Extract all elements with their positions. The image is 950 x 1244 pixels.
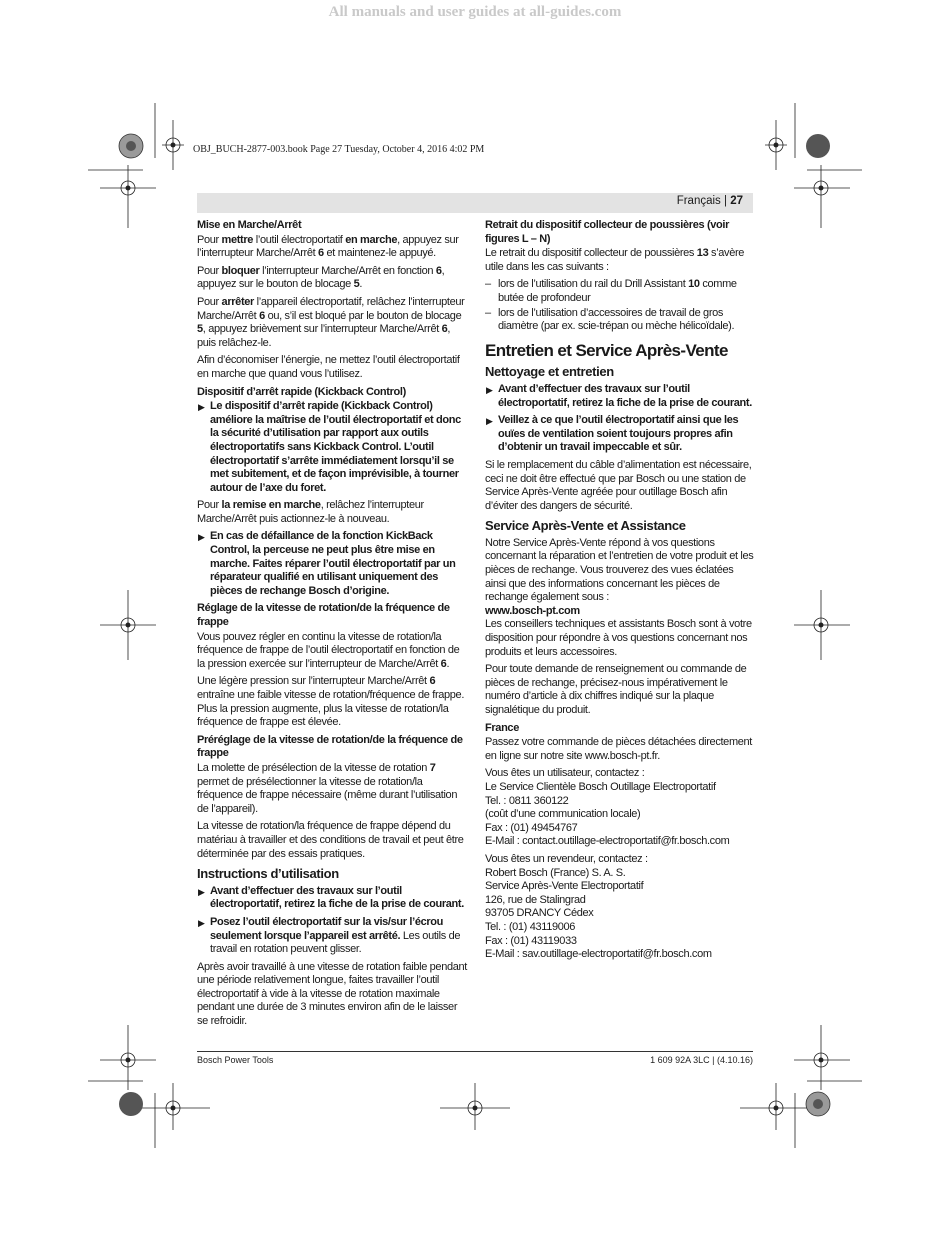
warning-triangle-icon: ▶ — [198, 402, 205, 413]
warning-item: ▶ Veillez à ce que l’outil électroportatif ainsi que les ouïes de ventilation soient toujours propres afin d’obtenir un travail impeccable et sûr. — [486, 414, 739, 454]
right-column — [485, 219, 756, 966]
user-contact-block: Vous êtes un utilisateur, contactez : Le Service Clientèle Bosch Outillage Electroportatif Tel. : 0811 360122 (coût d’une communication locale) Fax : (01) 49454767 E-Mail : contact.outillage-electroportatif@fr.bosch.com — [485, 767, 730, 848]
paragraph-preselection-2: La vitesse de rotation/la fréquence de frappe dépend du matériau à travailler et des conditions de travail et peut être déterminée par des essais pratiques. — [197, 820, 464, 860]
warning-triangle-icon: ▶ — [198, 532, 205, 543]
page-header-bar — [197, 193, 753, 213]
list-item: – lors de l’utilisation d’accessoires de travail de gros diamètre (par ex. scie-trépan ou mèche hélicoïdale). — [485, 306, 735, 333]
section-title-service: Service Après-Vente et Assistance — [485, 518, 686, 534]
section-title-dust-removal: Retrait du dispositif collecteur de poussières (voir figures L – N) — [485, 219, 730, 245]
paragraph-france: Passez votre commande de pièces détachées directement en ligne sur notre site www.bosch-pt.fr. — [485, 736, 752, 762]
paragraph-preselection-1: La molette de présélection de la vitesse de rotation 7 permet de présélectionner la vitesse de rotation/la fréquence de frappe nécessaire (même durant l’utilisation de l’appareil). — [197, 761, 458, 815]
paragraph-service-3: Pour toute demande de renseignement ou commande de pièces de rechange, précisez-nous impérativement le numéro d’article à dix chiffres indiqué sur la plaque signalétique du produit. — [485, 663, 747, 716]
paragraph-speed-2: Une légère pression sur l’interrupteur Marche/Arrêt 6 entraîne une faible vitesse de rotation/fréquence de frappe. Plus la pression augmente, plus la vitesse de rotation/la fréquence de frappe est élevée. — [197, 675, 465, 729]
paragraph-lock: Pour bloquer l’interrupteur Marche/Arrêt en fonction 6, appuyez sur le bouton de blocage 5. — [197, 264, 445, 291]
warning-triangle-icon: ▶ — [198, 917, 205, 928]
paragraph-cooling: Après avoir travaillé à une vitesse de rotation faible pendant une période relativement longue, faites travailler l’outil électroportatif à vide à la vitesse de rotation maximale pendant une durée de 3 minutes environ afin de le laisser se refroidir. — [197, 960, 467, 1028]
warning-triangle-icon: ▶ — [486, 416, 493, 427]
section-title-instructions: Instructions d’utilisation — [197, 866, 339, 882]
warning-item: ▶ Avant d’effectuer des travaux sur l’outil électroportatif, retirez la fiche de la prise de courant. — [198, 884, 464, 911]
warning-triangle-icon: ▶ — [486, 384, 493, 395]
paragraph-cable: Si le remplacement du câble d’alimentation est nécessaire, ceci ne doit être effectué que par Bosch ou une station de Service Après-Vente agréée pour outillage Bosch afin d’éviter des dangers de sécurité. — [485, 458, 752, 512]
paragraph-energy: Afin d’économiser l’énergie, ne mettez l’outil électroportatif en marche que quand vous l’utilisez. — [197, 354, 460, 380]
section-title-france: France — [485, 721, 519, 734]
footer-doc-id: 1 609 92A 3LC | (4.10.16) — [650, 1055, 753, 1065]
section-title-cleaning: Nettoyage et entretien — [485, 364, 614, 380]
paragraph-restart: Pour la remise en marche, relâchez l’interrupteur Marche/Arrêt puis actionnez-le à nouveau. — [197, 499, 424, 525]
section-title-on-off: Mise en Marche/Arrêt — [197, 219, 302, 231]
paragraph-service-1: Notre Service Après-Vente répond à vos questions concernant la réparation et l’entretien de votre produit et les pièces de rechange. Vous trouverez des vues éclatées ainsi que des informations concernant les pièces de rechange également sous : — [485, 536, 754, 604]
paragraph-dust-removal: Le retrait du dispositif collecteur de poussières 13 s’avère utile dans les cas suivants : — [485, 247, 745, 273]
warning-item: ▶ En cas de défaillance de la fonction KickBack Control, la perceuse ne peut plus être mise en marche. Faites réparer l’outil électroportatif par un réparateur qualifié en utilisant uniquement des pièces de rechange Bosch d’origine. — [198, 530, 456, 597]
warning-item: ▶ Le dispositif d’arrêt rapide (Kickback Control) améliore la maîtrise de l’outil électroportatif et donc la sécurité d’utilisation par rapport aux outils électroportatifs sans Kickback Control. L’outil électroportatif s’arrête immédiatement lorsqu’il se met subitement, et de façon imprévisible, à tourner autour de l’axe du foret. — [198, 400, 461, 494]
watermark: All manuals and user guides at all-guides.com — [328, 4, 622, 20]
left-column — [197, 219, 467, 1033]
paragraph-switch-on: Pour mettre l’outil électroportatif en marche, appuyez sur l’interrupteur Marche/Arrêt 6 et maintenez-le appuyé. — [197, 233, 459, 260]
section-title-speed: Réglage de la vitesse de rotation/de la fréquence de frappe — [197, 602, 450, 629]
chapter-title-maintenance: Entretien et Service Après-Vente — [485, 340, 728, 360]
warning-triangle-icon: ▶ — [198, 886, 205, 897]
service-url[interactable]: www.bosch-pt.com — [485, 604, 580, 617]
warning-item: ▶ Avant d’effectuer des travaux sur l’outil électroportatif, retirez la fiche de la prise de courant. — [486, 382, 752, 409]
dealer-contact-block: Vous êtes un revendeur, contactez : Robert Bosch (France) S. A. S. Service Après-Vente Electroportatif 126, rue de Stalingrad 93705 DRANCY Cédex Tel. : (01) 43119006 Fax : (01) 43119033 E-Mail : sav.outillage-electroportatif@fr.bosch.com — [485, 852, 712, 961]
paragraph-speed-1: Vous pouvez régler en continu la vitesse de rotation/la fréquence de frappe de l’outil électroportatif en fonction de la pression exercée sur l’interrupteur de Marche/Arrêt 6. — [197, 630, 460, 670]
section-title-kickback: Dispositif d’arrêt rapide (Kickback Control) — [197, 385, 406, 398]
section-title-preselection: Préréglage de la vitesse de rotation/de la fréquence de frappe — [197, 733, 463, 760]
page-number: Français | 27 — [676, 195, 743, 207]
warning-item: ▶ Posez l’outil électroportatif sur la vis/sur l’écrou seulement lorsque l’appareil est arrêté. Les outils de travail en rotation peuvent glisser. — [198, 915, 461, 956]
paragraph-service-2: Les conseillers techniques et assistants Bosch sont à votre disposition pour répondre à vos questions concernant nos produits et leurs accessoires. — [485, 618, 752, 658]
book-file-line: OBJ_BUCH-2877-003.book Page 27 Tuesday, October 4, 2016 4:02 PM — [193, 144, 485, 155]
paragraph-switch-off: Pour arrêter l’appareil électroportatif, relâchez l’interrupteur Marche/Arrêt 6 ou, s’il est bloqué par le bouton de blocage 5, appuyez brièvement sur l’interrupteur Marche/Arrêt 6, puis relâchez-le. — [197, 295, 465, 349]
footer-brand: Bosch Power Tools — [197, 1055, 274, 1065]
footer-rule — [197, 1051, 753, 1052]
list-item: – lors de l’utilisation du rail du Drill Assistant 10 comme butée de profondeur — [485, 278, 737, 304]
